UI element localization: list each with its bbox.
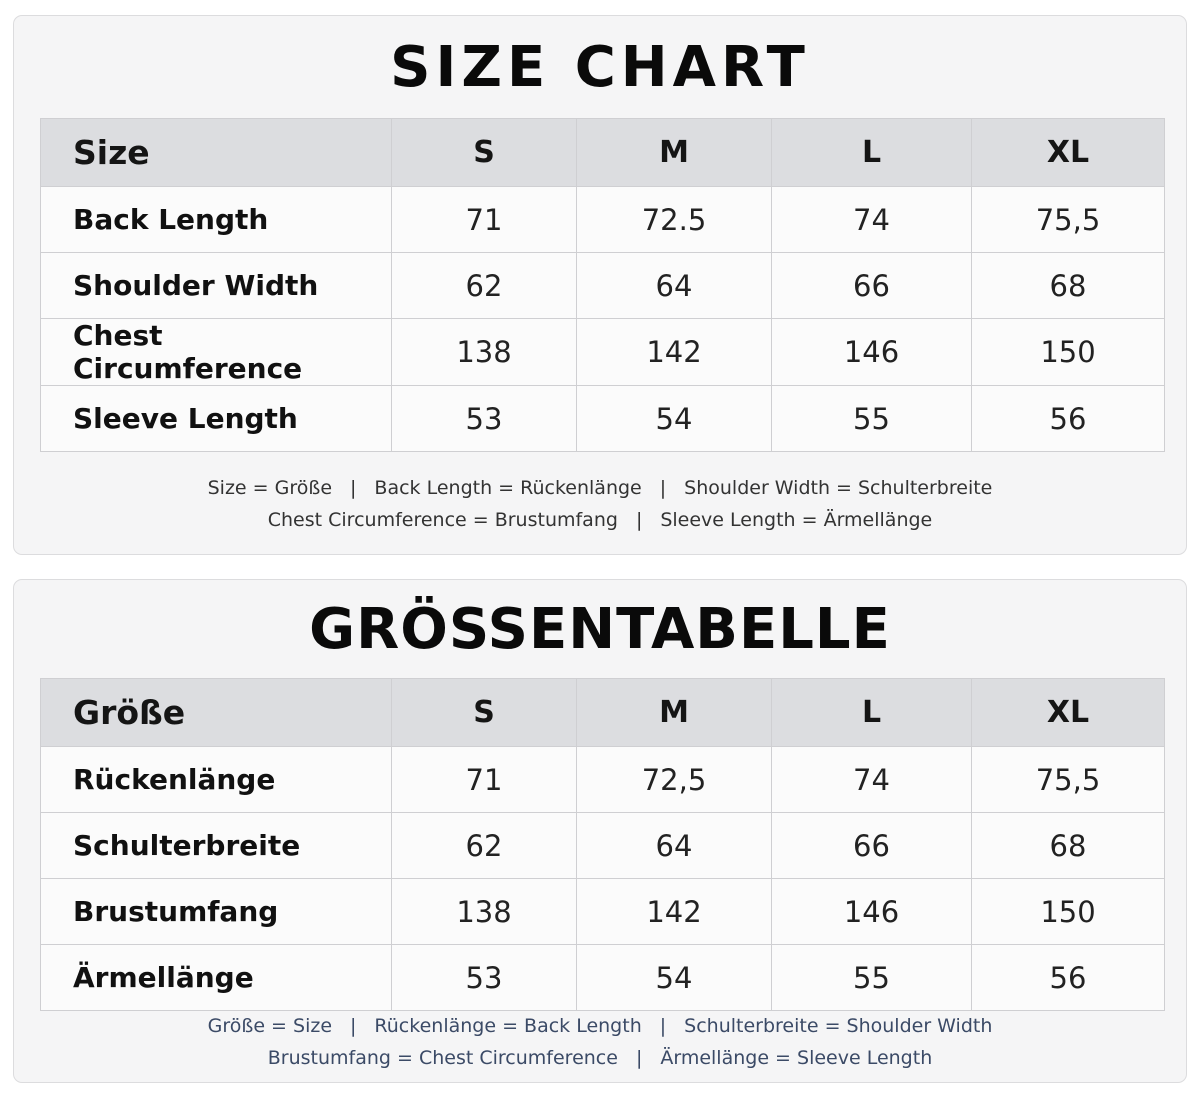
size-chart-card-english xyxy=(13,15,1187,555)
table-row-back-length xyxy=(41,187,1165,253)
cell-value: 56 xyxy=(972,386,1165,452)
row-label: Rückenlänge xyxy=(41,747,392,813)
cell-value: 66 xyxy=(772,813,972,879)
legend-separator: | xyxy=(350,477,357,499)
legend-item: Back Length = Rückenlänge xyxy=(374,477,642,499)
legend-separator: | xyxy=(635,1047,643,1069)
cell-value: 68 xyxy=(972,813,1165,879)
cell-value: 55 xyxy=(772,386,972,452)
translation-legend-german xyxy=(14,1010,1186,1074)
legend-item: Rückenlänge = Back Length xyxy=(374,1015,642,1037)
cell-value: 72.5 xyxy=(577,187,772,253)
table-row-shoulder-width xyxy=(41,253,1165,319)
cell-value: 66 xyxy=(772,253,972,319)
cell-value: 74 xyxy=(772,187,972,253)
cell-value: 150 xyxy=(972,879,1165,945)
legend-separator: | xyxy=(635,509,643,531)
legend-item: Ärmellänge = Sleeve Length xyxy=(660,1047,933,1069)
legend-separator: | xyxy=(350,1015,357,1037)
legend-line xyxy=(14,472,1186,504)
legend-line xyxy=(14,1042,1186,1074)
cell-value: 62 xyxy=(392,253,577,319)
header-size-label: Größe xyxy=(41,679,392,747)
size-chart-title: SIZE CHART xyxy=(390,35,810,100)
table-header-row xyxy=(41,679,1165,747)
translation-legend-english xyxy=(14,472,1186,536)
header-size-xl: XL xyxy=(972,679,1165,747)
legend-item: Chest Circumference = Brustumfang xyxy=(267,509,618,531)
cell-value: 54 xyxy=(577,945,772,1011)
legend-item: Schulterbreite = Shoulder Width xyxy=(684,1015,993,1037)
cell-value: 75,5 xyxy=(972,747,1165,813)
row-label: Schulterbreite xyxy=(41,813,392,879)
row-label: Brustumfang xyxy=(41,879,392,945)
cell-value: 68 xyxy=(972,253,1165,319)
cell-value: 75,5 xyxy=(972,187,1165,253)
cell-value: 53 xyxy=(392,945,577,1011)
row-label: Back Length xyxy=(41,187,392,253)
cell-value: 62 xyxy=(392,813,577,879)
cell-value: 71 xyxy=(392,187,577,253)
cell-value: 55 xyxy=(772,945,972,1011)
legend-item: Sleeve Length = Ärmellänge xyxy=(660,509,933,531)
size-chart-table-german xyxy=(40,678,1165,1011)
legend-item: Größe = Size xyxy=(207,1015,333,1037)
row-label: Shoulder Width xyxy=(41,253,392,319)
groessentabelle-title: GRÖSSENTABELLE xyxy=(309,597,891,662)
cell-value: 54 xyxy=(577,386,772,452)
cell-value: 72,5 xyxy=(577,747,772,813)
table-row-rueckenlaenge xyxy=(41,747,1165,813)
table-row-brustumfang xyxy=(41,879,1165,945)
header-size-m: M xyxy=(577,119,772,187)
table-header-row xyxy=(41,119,1165,187)
table-row-aermellaenge xyxy=(41,945,1165,1011)
cell-value: 74 xyxy=(772,747,972,813)
table-row-chest-circumference xyxy=(41,319,1165,386)
row-label: Ärmellänge xyxy=(41,945,392,1011)
cell-value: 150 xyxy=(972,319,1165,386)
legend-separator: | xyxy=(659,1015,667,1037)
legend-line xyxy=(14,1010,1186,1042)
cell-value: 56 xyxy=(972,945,1165,1011)
cell-value: 64 xyxy=(577,253,772,319)
header-size-label: Size xyxy=(41,119,392,187)
legend-separator: | xyxy=(659,477,667,499)
legend-item: Shoulder Width = Schulterbreite xyxy=(684,477,993,499)
table-row-sleeve-length xyxy=(41,386,1165,452)
cell-value: 138 xyxy=(392,319,577,386)
cell-value: 71 xyxy=(392,747,577,813)
row-label: Sleeve Length xyxy=(41,386,392,452)
cell-value: 146 xyxy=(772,319,972,386)
cell-value: 64 xyxy=(577,813,772,879)
header-size-m: M xyxy=(577,679,772,747)
size-chart-card-german xyxy=(13,579,1187,1083)
row-label: Chest Circumference xyxy=(41,319,392,386)
legend-line xyxy=(14,504,1186,536)
header-size-l: L xyxy=(772,119,972,187)
cell-value: 53 xyxy=(392,386,577,452)
cell-value: 146 xyxy=(772,879,972,945)
legend-item: Size = Größe xyxy=(207,477,333,499)
size-chart-table-english xyxy=(40,118,1165,452)
table-row-schulterbreite xyxy=(41,813,1165,879)
cell-value: 142 xyxy=(577,879,772,945)
header-size-l: L xyxy=(772,679,972,747)
legend-item: Brustumfang = Chest Circumference xyxy=(267,1047,618,1069)
cell-value: 138 xyxy=(392,879,577,945)
header-size-s: S xyxy=(392,679,577,747)
header-size-s: S xyxy=(392,119,577,187)
cell-value: 142 xyxy=(577,319,772,386)
header-size-xl: XL xyxy=(972,119,1165,187)
